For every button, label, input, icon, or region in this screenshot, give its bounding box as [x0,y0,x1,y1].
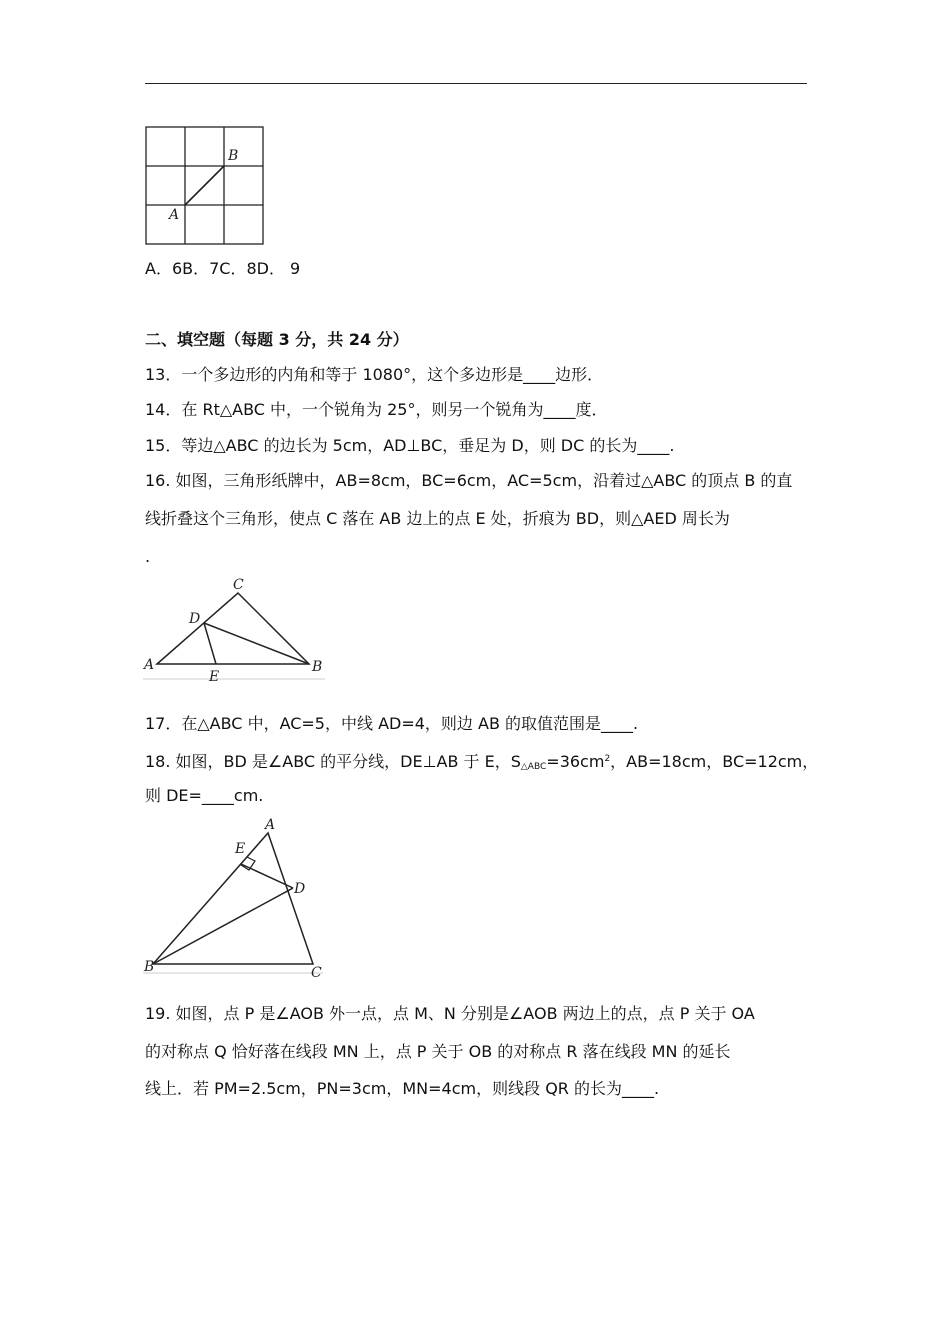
q19-line2: 的对称点 Q 恰好落在线段 MN 上，点 P 关于 OB 的对称点 R 落在线段 MN 的延长 [145,1042,731,1061]
q16-label-d: D [189,611,201,627]
q18-triangle-figure [143,815,328,980]
q12-grid-figure [145,126,265,246]
q12-label-a: A [169,207,180,223]
q18-line1-sup: 2 [604,754,611,764]
q18-label-d: D [294,881,306,897]
q15-text: 15．等边△ABC 的边长为 5cm，AD⊥BC，垂足为 D，则 DC 的长为____. [145,436,675,455]
q19-line1: 19. 如图，点 P 是∠AOB 外一点，点 M、N 分别是∠AOB 两边上的点，点 P 关于 OA [145,1004,755,1023]
q18-label-a: A [265,817,276,833]
q18-line2: 则 DE=____cm. [145,786,264,805]
q18-line1-sub: △ABC [520,762,547,772]
q18-line1-post: ，AB=18cm，BC=12cm， [610,752,819,771]
q16-line3: . [145,547,151,566]
q17-text: 17．在△ABC 中，AC=5，中线 AD=4，则边 AB 的取值范围是____. [145,714,639,733]
q18-line1 [145,748,818,778]
q13-text: 13．一个多边形的内角和等于 1080°，这个多边形是____边形． [145,365,604,384]
header-rule [145,83,807,84]
q18-label-c: C [311,965,322,981]
q12-label-b: B [228,148,239,164]
q16-label-a: A [144,657,155,673]
q16-triangle-figure [143,575,328,685]
q19-line3: 线上．若 PM=2.5cm，PN=3cm，MN=4cm，则线段 QR 的长为____. [145,1079,660,1098]
q16-line2: 线折叠这个三角形，使点 C 落在 AB 边上的点 E 处，折痕为 BD，则△AED 周长为 [145,509,730,528]
q18-line1-pre: 18. 如图，BD 是∠ABC 的平分线，DE⊥AB 于 E，S [145,752,521,771]
q14-text: 14．在 Rt△ABC 中，一个锐角为 25°，则另一个锐角为____度． [145,400,608,419]
q16-label-b: B [312,659,323,675]
q18-label-b: B [144,959,155,975]
q18-line1-mid: =36cm [546,752,605,771]
q12-options: A．6B．7C．8D． 9 [145,259,301,278]
q18-label-e: E [235,841,246,857]
q16-label-c: C [233,577,244,593]
q16-line1: 16. 如图，三角形纸牌中，AB=8cm，BC=6cm，AC=5cm，沿着过△ABC 的顶点 B 的直 [145,471,793,490]
q16-label-e: E [209,669,220,685]
section-heading: 二、填空题（每题 3 分，共 24 分） [145,330,409,349]
